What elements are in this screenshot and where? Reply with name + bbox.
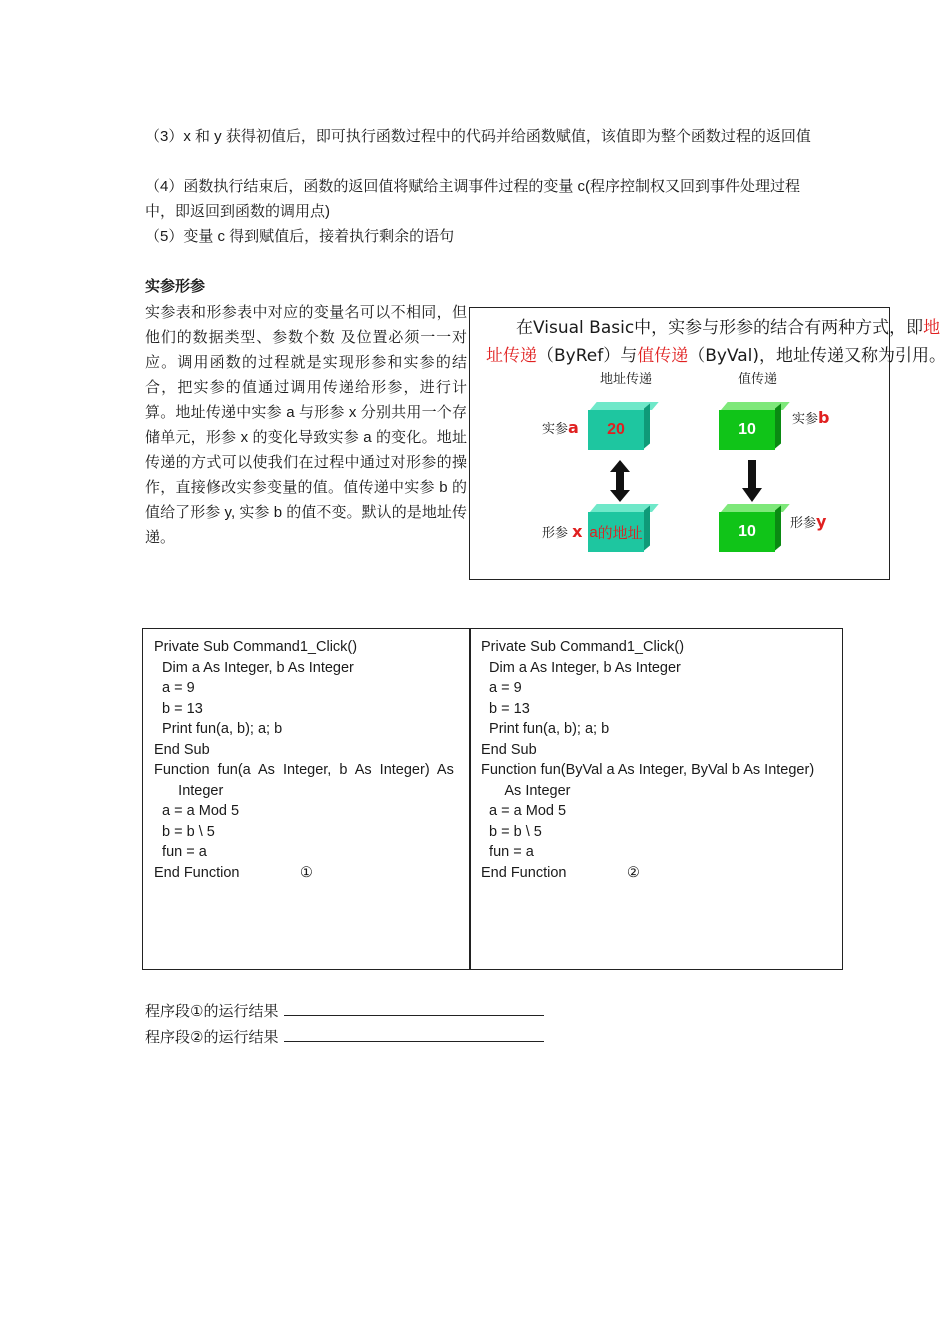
- column-label-byref: 地址传递: [600, 372, 653, 387]
- actual-b-label: [792, 410, 829, 428]
- figure-caption-line-2: [486, 344, 946, 368]
- var-y: y: [816, 512, 827, 531]
- actual-a-label: [542, 420, 579, 438]
- cube-actual-b: [719, 402, 781, 448]
- label-text: 实参: [542, 422, 569, 437]
- section-intro: 实参表和形参表中对应的变量名可以不相同，但他们的数据类型、参数个数 及位置必须一一对应。调用函数的过程就是实现形参和实参的结合，把实参的值通过调用传递给形参，进行计算。地址传递中实参 a 与形参 x 分别共用一个存储单元，形参 x 的变化导致实参 a 的变化。地址传递的方式可以使我们在过程中通过对形参的操作，直接修改实参变量的值。值传递中实参 b 的值给了形参 y, 实参 b 的值不变。默认的是地址传递。: [145, 304, 467, 546]
- caption-text: 在Visual Basic中，实参与形参的结合有两种方式，即: [516, 318, 924, 338]
- cube-formal-x: [588, 504, 650, 550]
- var-b: b: [818, 408, 830, 427]
- label-text: 形参: [542, 526, 569, 541]
- formal-y-label: [790, 514, 826, 532]
- answer-label-1: 程序段①的运行结果: [145, 1003, 279, 1020]
- section-heading: 实参形参: [145, 278, 206, 295]
- figure-caption-line-1: [516, 316, 940, 340]
- answer-line-1: [145, 998, 544, 1024]
- cube-formal-y: [719, 504, 781, 550]
- cube-b-value: 10: [719, 410, 775, 450]
- parameter-passing-figure: [469, 307, 947, 580]
- cube-a-value: 20: [588, 410, 644, 450]
- code-block-2: Private Sub Command1_Click() Dim a As Integer, b As Integer a = 9 b = 13 Print fun(a, b); a; b End Sub Function fun(ByVal a As Integer, ByVal b As Integer) As Integer a = a Mod 5 b = b \ 5 fun = a End Function ②: [481, 639, 815, 881]
- cube-y-value: 10: [719, 512, 775, 552]
- step-3: （3）x 和 y 获得初值后，即可执行函数过程中的代码并给函数赋值，该值即为整个函数过程的返回值: [145, 128, 811, 145]
- cube-actual-a: [588, 402, 650, 448]
- caption-red-text: 地: [923, 318, 941, 338]
- caption-byref-term: 址传递: [486, 346, 537, 366]
- cube-x-value: [588, 512, 644, 552]
- double-arrow-icon: [608, 460, 632, 502]
- down-arrow-icon: [740, 460, 764, 502]
- formal-x-label: [542, 524, 582, 542]
- caption-byval-term: 值传递: [637, 346, 689, 366]
- label-text: 实参: [792, 412, 819, 427]
- answer-section: [145, 998, 544, 1050]
- caption-text: （ByVal)，地址传递又称为引用。: [688, 346, 947, 366]
- label-text: 形参: [790, 516, 817, 531]
- var-a: a: [568, 418, 579, 437]
- answer-blank-2[interactable]: [284, 1024, 544, 1042]
- cube-x-red: a: [589, 523, 598, 541]
- table-divider: [469, 629, 471, 969]
- caption-text: （ByRef）与: [537, 346, 638, 366]
- code-comparison-table: [142, 628, 843, 970]
- var-x: x: [572, 522, 583, 541]
- answer-label-2: 程序段②的运行结果: [145, 1029, 279, 1046]
- code-block-1: Private Sub Command1_Click() Dim a As Integer, b As Integer a = 9 b = 13 Print fun(a, b); a; b End Sub Function fun(a As Integer, b As Integer) As Integer a = a Mod 5 b = b \ 5 fun = a End Function ①: [154, 639, 454, 881]
- answer-blank-1[interactable]: [284, 998, 544, 1016]
- step-5: （5）变量 c 得到赋值后，接着执行剩余的语句: [145, 228, 455, 245]
- answer-line-2: [145, 1024, 544, 1050]
- cube-x-rest: 的地址: [597, 524, 643, 542]
- step-4: （4）函数执行结束后，函数的返回值将赋给主调事件过程的变量 c(程序控制权又回到事件处理过程中，即返回到函数的调用点): [145, 178, 801, 220]
- column-label-byval: 值传递: [738, 372, 778, 387]
